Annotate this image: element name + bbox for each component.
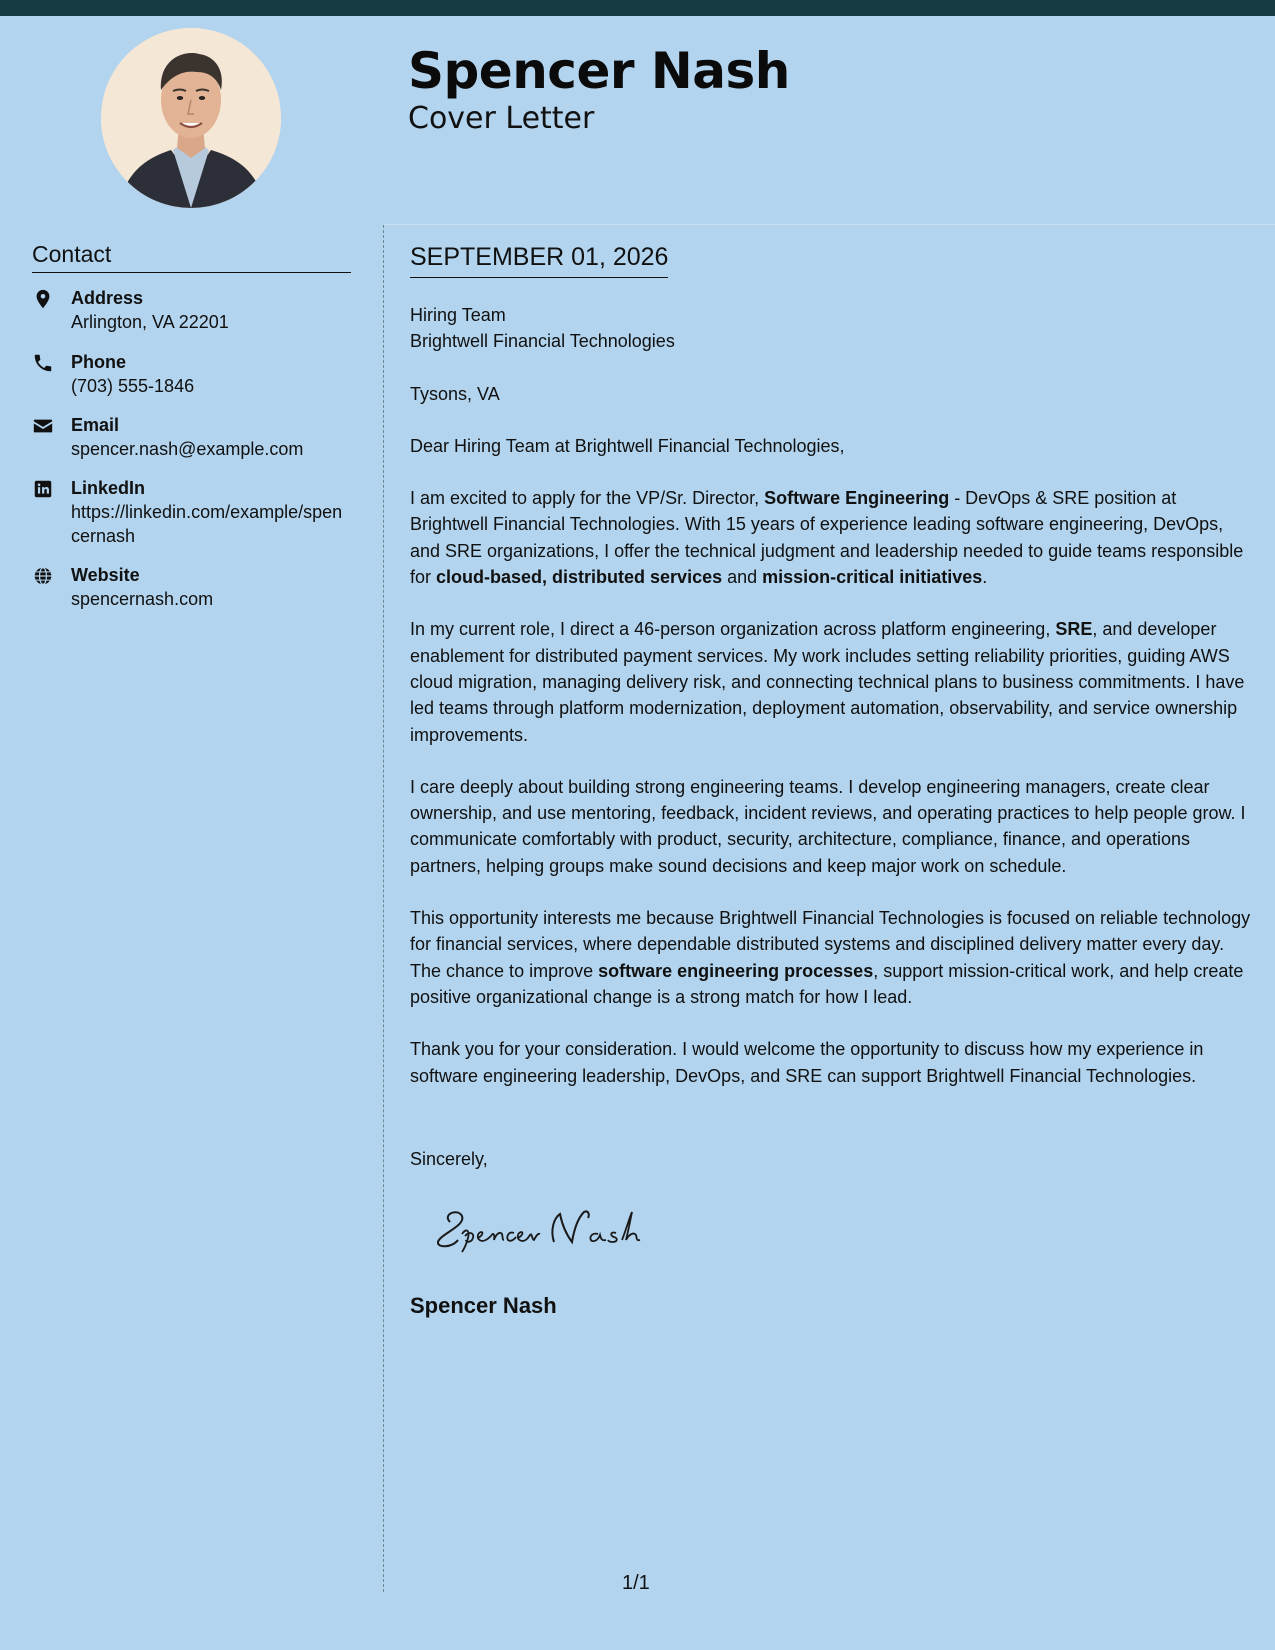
column-divider <box>383 225 384 1592</box>
signer-name: Spencer Nash <box>410 1293 557 1318</box>
contact-heading: Contact <box>32 241 351 273</box>
recipient-location: Tysons, VA <box>410 383 500 404</box>
linkedin-icon <box>32 478 54 500</box>
paragraph-thanks: Thank you for your consideration. I would welcome the opportunity to discuss how my experience in software engineering leadership, DevOps, and SRE can support Brightwell Financial Technologies. <box>410 1039 1204 1086</box>
contact-label: Address <box>71 288 144 308</box>
signature <box>432 1200 662 1260</box>
candidate-name: Spencer Nash <box>408 42 790 100</box>
recipient-company: Brightwell Financial Technologies <box>410 331 675 352</box>
header-divider <box>384 224 1275 225</box>
page-number: 1/1 <box>622 1572 650 1594</box>
envelope-icon <box>32 415 54 437</box>
contact-value[interactable]: https://linkedin.com/example/spencernash <box>71 502 343 546</box>
salutation: Dear Hiring Team at Brightwell Financial Technologies, <box>410 435 845 456</box>
contact-value: (703) 555-1846 <box>71 376 195 396</box>
paragraph-intro: I am excited to apply for the VP/Sr. Director, Software Engineering - DevOps & SRE position at Brightwell Financial Technologies. With 15 years of experience leading software engineering, DevOps, and SRE organizations, I offer the technical judgment and leadership needed to guide teams responsible for cloud-based, distributed services and mission-critical initiatives. <box>410 488 1244 588</box>
paragraph-opportunity: This opportunity interests me because Brightwell Financial Technologies is focused on reliable technology for financial services, where dependable distributed systems and disciplined delivery matter every day. The chance to improve software engineering processes, support mission-critical work, and help create positive organizational change is a strong match for how I lead. <box>410 908 1251 1007</box>
paragraph-current-role: In my current role, I direct a 46-person organization across platform engineering, SRE, and developer enablement for distributed payment services. My work includes setting reliability priorities, guiding AWS cloud migration, managing delivery risk, and connecting technical plans to business commitments. I have led teams through platform modernization, deployment automation, observability, and service ownership improvements. <box>410 619 1245 745</box>
contact-value[interactable]: spencernash.com <box>71 589 214 609</box>
contact-label: Website <box>71 565 140 585</box>
contact-value: Arlington, VA 22201 <box>71 312 229 332</box>
closing: Sincerely, <box>410 1149 488 1169</box>
letter-body <box>410 302 1255 1089</box>
paragraph-teams: I care deeply about building strong engineering teams. I develop engineering managers, create clear ownership, and use mentoring, feedback, incident reviews, and operating practices to help people grow. I communicate comfortably with product, security, architecture, compliance, finance, and operations partners, helping groups make sound decisions and keep major work on schedule. <box>410 776 1246 876</box>
document-subtitle: Cover Letter <box>408 101 595 136</box>
profile-photo <box>101 28 281 208</box>
phone-icon <box>32 352 54 374</box>
globe-icon <box>32 565 54 587</box>
map-pin-icon <box>32 288 54 310</box>
recipient-line: Hiring Team <box>410 305 506 325</box>
contact-label: Phone <box>71 352 127 372</box>
contact-label: Email <box>71 415 120 435</box>
top-bar <box>0 0 1275 16</box>
contact-value[interactable]: spencer.nash@example.com <box>71 439 304 459</box>
letter-date: SEPTEMBER 01, 2026 <box>410 243 668 278</box>
contact-label: LinkedIn <box>71 478 146 498</box>
